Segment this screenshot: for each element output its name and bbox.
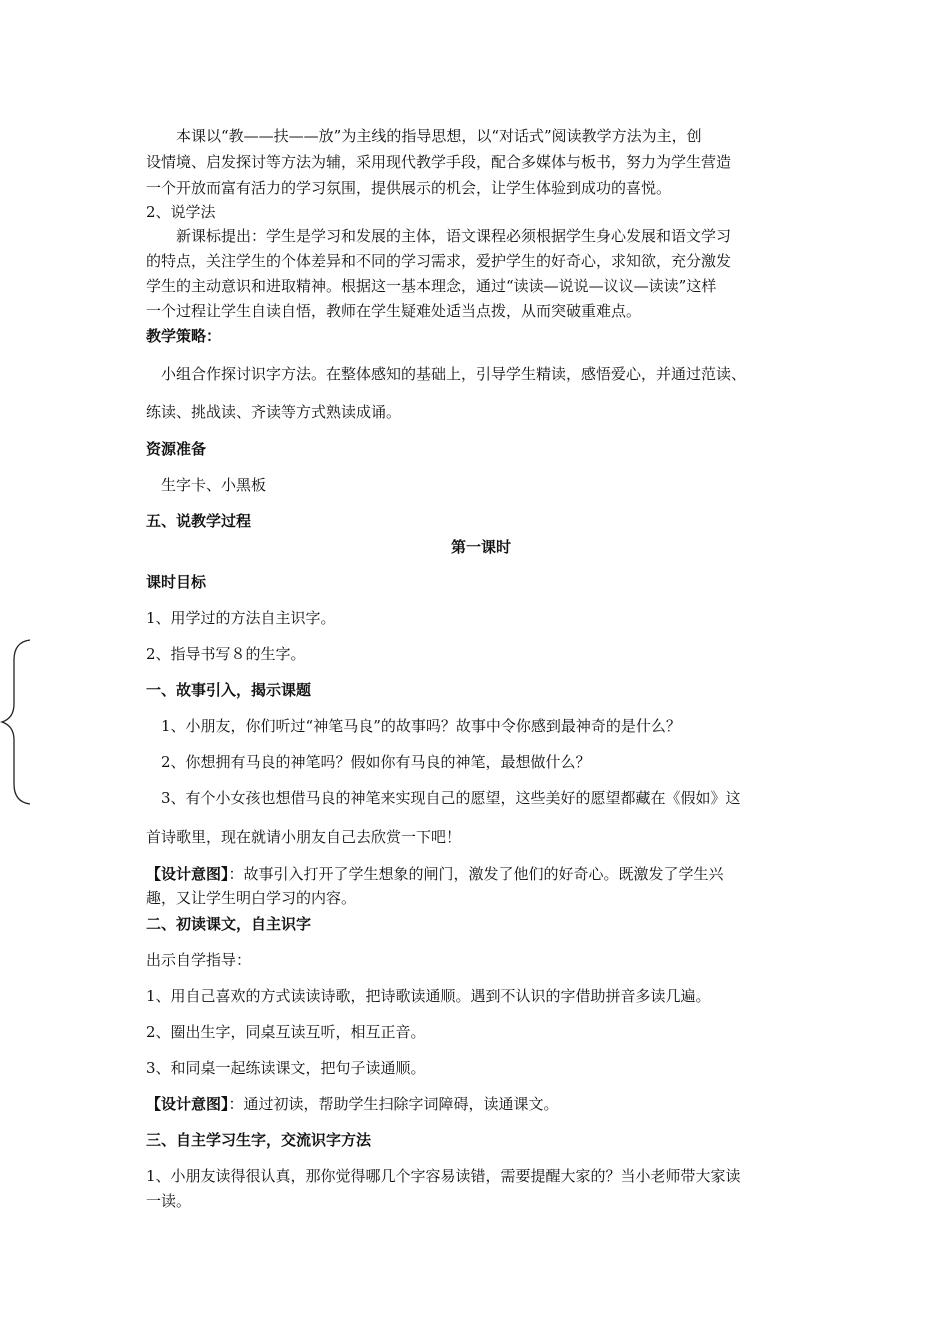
part1-question: 2、你想拥有马良的神笔吗？假如你有马良的神笔，最想做什么？: [146, 753, 591, 771]
part2-step: 1、用自己喜欢的方式读读诗歌，把诗歌读通顺。遇到不认识的字借助拼音多读几遍。: [146, 987, 711, 1005]
resources-text: 生字卡、小黑板: [146, 476, 267, 494]
part2-step: 2、圈出生字，同桌互读互听，相互正音。: [146, 1023, 426, 1041]
intro-paragraph-line: 一个开放而富有活力的学习氛围，提供展示的机会，让学生体验到成功的喜悦。: [146, 179, 672, 197]
part1-design-intent: [146, 862, 816, 886]
part1-question: 1、小朋友，你们听过“神笔马良”的故事吗？故事中令你感到最神奇的是什么？: [146, 717, 681, 735]
part2-guide: 出示自学指导：: [146, 951, 252, 969]
study-paragraph-line: 一个过程让学生自读自悟，教师在学生疑难处适当点拨，从而突破重难点。: [146, 302, 642, 320]
design-intent-label: 【设计意图】: [146, 1095, 229, 1113]
design-intent-text: ：故事引入打开了学生想象的闸门，激发了他们的好奇心。既激发了学生兴: [228, 865, 724, 883]
part1-design-intent-line: 趣，又让学生明白学习的内容。: [146, 889, 357, 907]
design-intent-text: ：通过初读，帮助学生扫除字词障碍，读通课文。: [228, 1095, 559, 1113]
part3-heading: 三、自主学习生字，交流识字方法: [146, 1131, 372, 1149]
study-method-heading: 2、说学法: [146, 203, 216, 221]
goal-heading: 课时目标: [146, 573, 207, 591]
part2-design-intent: [146, 1092, 816, 1116]
strategy-line: 练读、挑战读、齐读等方式熟读成诵。: [146, 403, 402, 421]
strategy-line: 小组合作探讨识字方法。在整体感知的基础上，引导学生精读，感悟爱心，并通过范读、: [146, 365, 747, 383]
strategy-heading: 教学策略：: [146, 327, 222, 345]
process-heading: 五、说教学过程: [146, 512, 252, 530]
curly-brace-mark: [0, 636, 34, 808]
part1-question: 3、有个小女孩也想借马良的神笔来实现自己的愿望，这些美好的愿望都藏在《假如》这: [146, 789, 741, 807]
study-paragraph-line: 新课标提出：学生是学习和发展的主体，语文课程必须根据学生身心发展和语文学习: [146, 227, 732, 245]
part2-step: 3、和同桌一起练读课文，把句子读通顺。: [146, 1059, 426, 1077]
goal-item: 1、用学过的方法自主识字。: [146, 609, 336, 627]
intro-paragraph-line: 设情境、启发探讨等方法为辅，采用现代教学手段，配合多媒体与板书，努力为学生营造: [146, 153, 732, 171]
part3-step: 1、小朋友读得很认真，那你觉得哪几个字容易读错，需要提醒大家的？当小老师带大家读: [146, 1167, 741, 1185]
goal-item: 2、指导书写８的生字。: [146, 645, 306, 663]
study-paragraph-line: 的特点，关注学生的个体差异和不同的学习需求，爱护学生的好奇心，求知欲，充分激发: [146, 252, 732, 270]
lesson-title: 第一课时: [450, 538, 511, 556]
part1-heading: 一、故事引入，揭示课题: [146, 681, 312, 699]
intro-paragraph-line: 本课以“教——扶——放”为主线的指导思想，以“对话式”阅读教学方法为主，创: [146, 127, 702, 145]
resources-heading: 资源准备: [146, 440, 207, 458]
part3-step: 一读。: [146, 1192, 192, 1210]
part1-question: 首诗歌里，现在就请小朋友自己去欣赏一下吧！: [146, 828, 462, 846]
design-intent-label: 【设计意图】: [146, 865, 229, 883]
part2-heading: 二、初读课文，自主识字: [146, 915, 312, 933]
study-paragraph-line: 学生的主动意识和进取精神。根据这一基本理念，通过“读读—说说—议议—读读”这样: [146, 277, 717, 295]
